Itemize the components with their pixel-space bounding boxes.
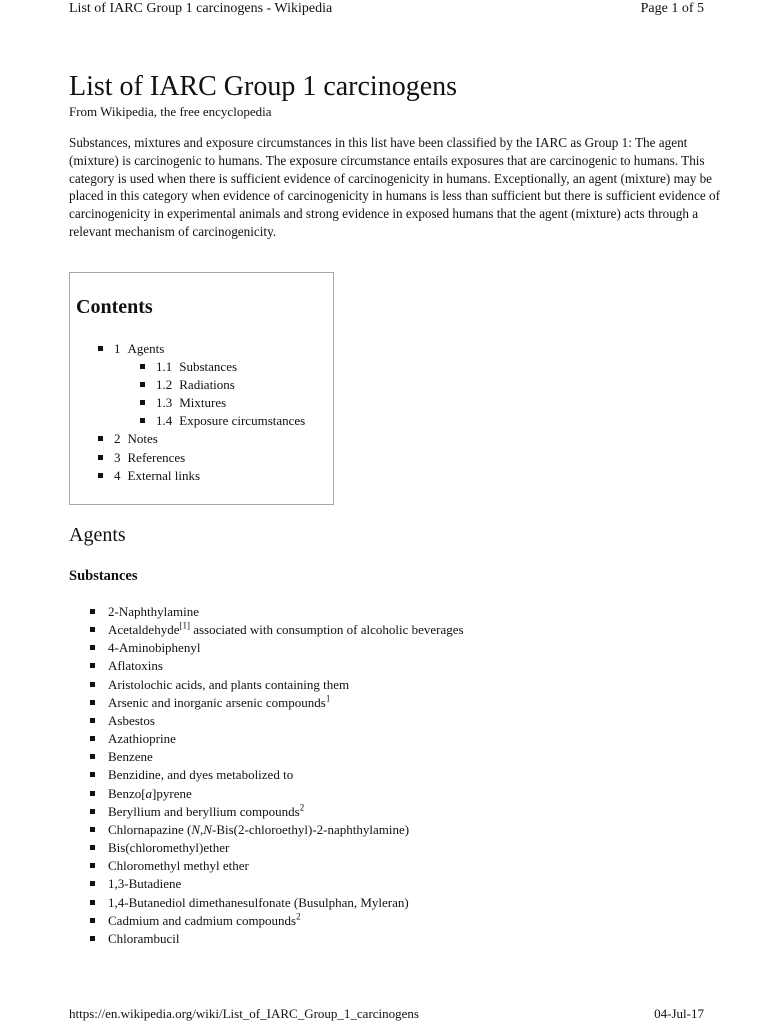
section-heading-agents: Agents (69, 524, 126, 546)
list-item[interactable] (88, 875, 464, 893)
substance-name: Beryllium and beryllium compounds (108, 803, 300, 819)
toc-item-agents[interactable] (96, 340, 305, 430)
toc-item-notes[interactable] (96, 430, 305, 448)
toc-item-radiations[interactable] (138, 376, 305, 394)
list-item[interactable] (88, 730, 464, 748)
toc-item-exposure-circumstances[interactable] (138, 412, 305, 430)
note-marker[interactable]: 2 (299, 802, 305, 813)
toc-label: Mixtures (179, 395, 227, 411)
toc-label: Exposure circumstances (179, 413, 306, 429)
toc-label: References (127, 449, 186, 465)
intro-paragraph: Substances, mixtures and exposure circumstances in this list have been classified by the IARC as Group 1: The agent (mixture) is carcinogenic to humans. The exposure circumstance entails exposures that are carcinogenic to humans. This category is used when there is sufficient evidence of carcinogenicity in humans. Exceptionally, an agent (mixture) may be placed in this category when evidence of carcinogenicity in humans is less than sufficient but there is sufficient evidence of carcinogenicity in experimental animals and strong evidence in exposed humans that the agent (mixture) acts through a relevant mechanism of carcinogenicity. (69, 135, 720, 239)
substance-name: 4-Aminobiphenyl (108, 640, 201, 656)
substance-name: Bis(chloromethyl)ether (108, 840, 230, 856)
print-footer (69, 1006, 704, 1024)
substance-name: Asbestos (108, 712, 155, 728)
list-item[interactable] (88, 748, 464, 766)
site-tagline: From Wikipedia, the free encyclopedia (69, 104, 272, 119)
toc-title: Contents (76, 296, 153, 318)
note-marker[interactable]: 1 (325, 693, 331, 704)
toc-item-mixtures[interactable] (138, 394, 305, 412)
print-footer-url: https://en.wikipedia.org/wiki/List_of_IARC_Group_1_carcinogens (69, 1006, 419, 1021)
substances-list (88, 603, 464, 948)
list-item[interactable] (88, 857, 464, 875)
toc-number: 4 (114, 467, 121, 483)
toc-label: Agents (127, 341, 165, 356)
toc-number: 1 (114, 341, 121, 356)
toc-label: Radiations (179, 377, 235, 393)
list-item[interactable] (88, 821, 464, 839)
substance-name: Chloromethyl methyl ether (108, 858, 249, 874)
page-title: List of IARC Group 1 carcinogens (69, 71, 458, 102)
toc-number: 2 (114, 431, 121, 447)
toc-label: Substances (179, 359, 238, 375)
substance-name: Acetaldehyde (108, 622, 180, 638)
list-item[interactable] (88, 912, 464, 930)
toc-item-references[interactable] (96, 449, 305, 467)
print-header-title: List of IARC Group 1 carcinogens - Wikipedia (69, 1, 333, 16)
substance-name: 1,4-Butanediol dimethanesulfonate (Busulphan, Myleran) (108, 894, 409, 910)
substance-name: Arsenic and inorganic arsenic compounds (108, 694, 326, 710)
list-item[interactable] (88, 603, 464, 621)
list-item[interactable] (88, 676, 464, 694)
substance-qualifier: associated with consumption of alcoholic beverages (189, 622, 464, 638)
toc-item-substances[interactable] (138, 358, 305, 376)
toc-number: 3 (114, 449, 121, 465)
list-item[interactable] (88, 621, 464, 639)
substance-name-part: -Bis(2-chloroethyl)-2-naphthylamine) (211, 821, 410, 837)
toc-number: 1.4 (156, 413, 173, 429)
substance-name: Aflatoxins (108, 658, 163, 674)
list-item[interactable] (88, 785, 464, 803)
substance-name: Azathioprine (108, 731, 176, 747)
substance-name: Cadmium and cadmium compounds (108, 912, 297, 928)
list-item[interactable] (88, 766, 464, 784)
toc-number: 1.2 (156, 377, 173, 393)
substance-name: Aristolochic acids, and plants containing them (108, 676, 350, 692)
substance-name-part: Chlornapazine ( (108, 821, 192, 837)
toc-list (96, 340, 305, 485)
list-item[interactable] (88, 894, 464, 912)
toc-number: 1.1 (156, 359, 173, 375)
toc-number: 1.3 (156, 395, 173, 411)
list-item[interactable] (88, 803, 464, 821)
toc-label: Notes (127, 431, 158, 447)
subsection-heading-substances: Substances (69, 568, 138, 584)
note-marker[interactable]: 2 (296, 911, 301, 922)
list-item[interactable] (88, 694, 464, 712)
substance-name: Benzene (108, 749, 153, 765)
toc-label: External links (127, 467, 201, 483)
print-header (69, 0, 704, 20)
list-item[interactable] (88, 839, 464, 857)
substance-name-part: Benzo[ (108, 785, 146, 801)
substance-name: Benzidine, and dyes metabolized to (108, 767, 294, 783)
list-item[interactable] (88, 930, 464, 948)
print-footer-date: 04-Jul-17 (654, 1006, 704, 1021)
substance-name: Chlorambucil (108, 930, 180, 946)
list-item[interactable] (88, 639, 464, 657)
substance-name-italic: N,N (191, 821, 212, 837)
toc-sublist (138, 358, 305, 430)
reference-link[interactable]: [1] (179, 620, 190, 631)
toc-item-external-links[interactable] (96, 467, 305, 485)
substance-name-part: ]pyrene (152, 785, 192, 801)
table-of-contents (69, 272, 334, 505)
list-item[interactable] (88, 657, 464, 675)
print-header-page-number: Page 1 of 5 (640, 1, 704, 16)
substance-name-italic: a (145, 785, 153, 801)
substance-name: 2-Naphthylamine (108, 604, 199, 619)
substance-name: 1,3-Butadiene (108, 876, 182, 892)
list-item[interactable] (88, 712, 464, 730)
